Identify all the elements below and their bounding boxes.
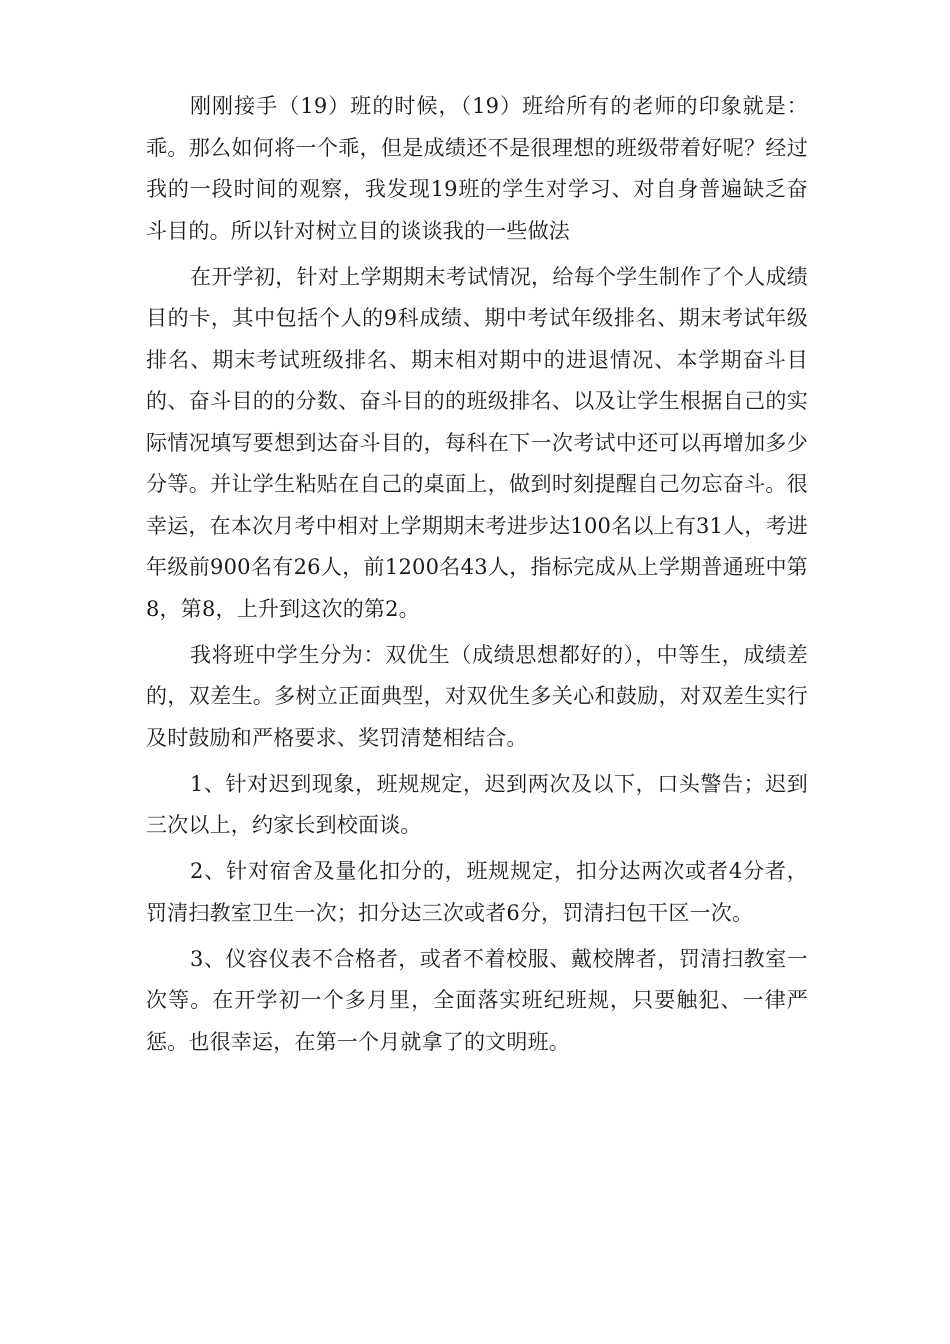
paragraph-goal-card: 在开学初，针对上学期期末考试情况，给每个学生制作了个人成绩目的卡，其中包括个人的9科成绩、期中考试年级排名、期末考试年级排名、期末考试班级排名、期末相对期中的进退情况、本学期奋斗目的、奋斗目的的分数、奋斗目的的班级排名、以及让学生根据自己的实际情况填写要想到达奋斗目的，每科在下一次考试中还可以再增加多少分等。并让学生粘贴在自己的桌面上，做到时刻提醒自己勿忘奋斗。很幸运，在本次月考中相对上学期期末考进步达100名以上有31人，考进年级前900名有26人，前1200名43人，指标完成从上学期普通班中第8，第8，上升到这次的第2。 xyxy=(146,264,808,621)
paragraph-intro: 刚刚接手（19）班的时候，（19）班给所有的老师的印象就是：乖。那么如何将一个乖，但是成绩还不是很理想的班级带着好呢？经过我的一段时间的观察，我发现19班的学生对学习、对自身普遍缺乏奋斗目的。所以针对树立目的谈谈我的一些做法 xyxy=(146,94,808,243)
document-body xyxy=(146,86,808,1068)
paragraph-rule-appearance: 3、仪容仪表不合格者，或者不着校服、戴校牌者，罚清扫教室一次等。在开学初一个多月里，全面落实班纪班规，只要触犯、一律严惩。也很幸运，在第一个月就拿了的文明班。 xyxy=(146,946,808,1054)
paragraph-rule-dormitory: 2、针对宿舍及量化扣分的，班规规定，扣分达两次或者4分者，罚清扫教室卫生一次；扣分达三次或者6分，罚清扫包干区一次。 xyxy=(146,859,808,925)
paragraph-student-groups: 我将班中学生分为：双优生（成绩思想都好的），中等生，成绩差的，双差生。多树立正面典型，对双优生多关心和鼓励，对双差生实行及时鼓励和严格要求、奖罚清楚相结合。 xyxy=(146,642,808,750)
paragraph-rule-lateness: 1、针对迟到现象，班规规定，迟到两次及以下，口头警告；迟到三次以上，约家长到校面谈。 xyxy=(146,771,808,837)
